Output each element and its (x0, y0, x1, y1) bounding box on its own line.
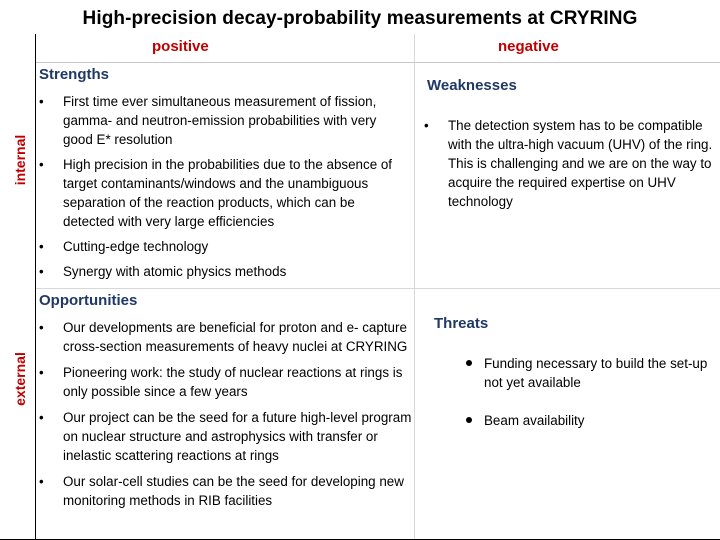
row-divider (36, 288, 720, 289)
row-label-external: external (12, 352, 28, 406)
opportunity-item: • Our solar-cell studies can be the seed for developing new monitoring methods in RIB facilities (39, 474, 404, 508)
bullet-icon: • (424, 118, 429, 133)
bullet-dot-icon (466, 360, 472, 366)
threats-list (466, 354, 720, 430)
opportunities-list (39, 318, 415, 510)
weaknesses-list (424, 116, 718, 211)
bullet-icon: • (39, 474, 44, 489)
header-divider (36, 62, 720, 63)
bullet-icon: • (39, 264, 44, 279)
weakness-item: • The detection system has to be compatible with the ultra-high vacuum (UHV) of the ring. This is challenging and we are on the way to acquire the required expertise on UHV technology (424, 118, 713, 209)
strength-item: • Synergy with atomic physics methods (39, 264, 287, 279)
bullet-dot-icon (466, 417, 472, 423)
strength-item: • High precision in the probabilities due to the absence of target contaminants/windows and the unambiguous separation of the reaction products, which can be detected with very large efficiencies (39, 157, 393, 229)
bullet-icon: • (39, 157, 44, 172)
strengths-list (39, 92, 409, 281)
strength-item: • Cutting-edge technology (39, 239, 209, 254)
strength-item: • First time ever simultaneous measurement of fission, gamma- and neutron-emission probabilities with very good E* resolution (39, 94, 377, 147)
threat-item: Funding necessary to build the set-up not yet available (466, 354, 720, 392)
bullet-icon: • (39, 239, 44, 254)
column-header-negative: negative (498, 38, 559, 55)
row-label-internal: internal (12, 134, 28, 186)
opportunity-item: • Our developments are beneficial for proton and e- capture cross-section measurements of heavy nuclei at CRYRING (39, 320, 408, 354)
weaknesses-title: Weaknesses (427, 77, 517, 94)
left-axis-line (35, 34, 36, 540)
opportunity-item: • Our project can be the seed for a future high-level program on nuclear structure and astrophysics with transfer or inelastic scattering reactions at rings (39, 410, 412, 463)
threats-title: Threats (434, 315, 489, 332)
bullet-icon: • (39, 410, 44, 425)
column-header-positive: positive (152, 38, 209, 55)
opportunity-item: • Pioneering work: the study of nuclear reactions at rings is only possible since a few years (39, 365, 403, 399)
threat-item: Beam availability (466, 411, 720, 430)
bullet-icon: • (39, 94, 44, 109)
slide-title: High-precision decay-probability measurements at CRYRING (82, 8, 638, 29)
opportunities-title: Opportunities (39, 292, 138, 309)
strengths-title: Strengths (39, 66, 110, 83)
bullet-icon: • (39, 320, 44, 335)
bullet-icon: • (39, 365, 44, 380)
